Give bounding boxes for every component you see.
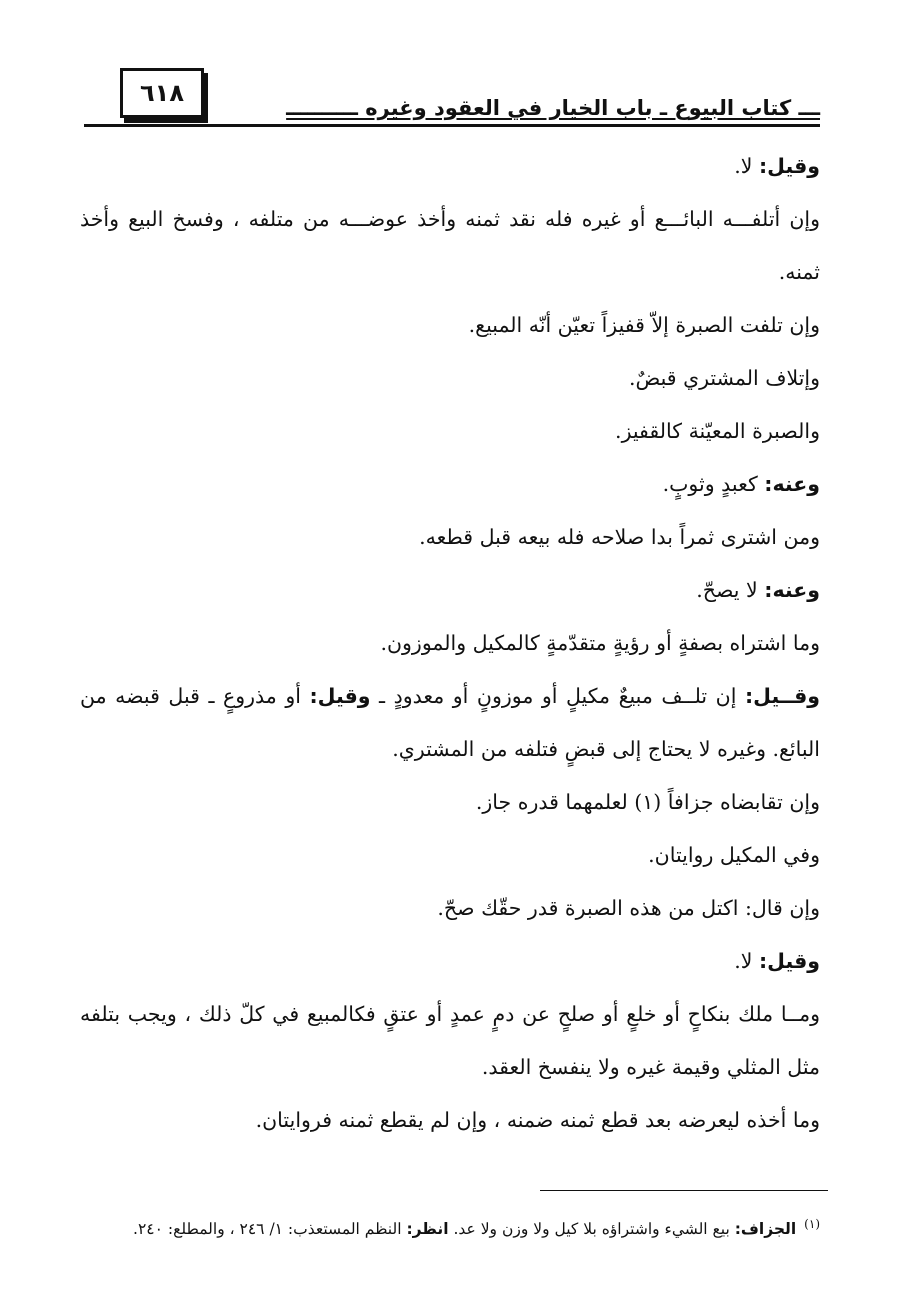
paragraph-text: لعلمهما قدره جاز. bbox=[475, 790, 635, 814]
paragraph-text: لا. bbox=[734, 154, 759, 178]
paragraph-6 bbox=[80, 458, 820, 511]
paragraph-text: أو مذروعٍ ـ قبل قبضه من البائع. وغيره لا يحتاج إلى قبضٍ فتلفه من المشتري. bbox=[80, 684, 820, 761]
paragraph-text: لا يصحّ. bbox=[696, 578, 765, 602]
footnote-rule bbox=[540, 1190, 828, 1191]
paragraph-2: وإن أتلفـــه البائـــع أو غيره فله نقد ثمنه وأخذ عوضـــه من متلفه ، وفسخ البيع وأخذ ثمنه. bbox=[80, 207, 820, 284]
paragraph-8 bbox=[80, 564, 820, 617]
paragraph-9: وما اشتراه بصفةٍ أو رؤيةٍ متقدّمةٍ كالمكيل والموزون. bbox=[380, 631, 820, 655]
paragraph-13: وإن قال: اكتل من هذه الصبرة قدر حقّك صحّ. bbox=[437, 896, 820, 920]
footnote bbox=[80, 1208, 820, 1245]
footnote-text: بيع الشيء واشتراؤه بلا كيل ولا وزن ولا عد. bbox=[448, 1220, 735, 1239]
paragraph-text: كعبدٍ وثوبٍ. bbox=[662, 472, 765, 496]
paragraph-1 bbox=[80, 140, 820, 193]
paragraph-4: وإتلاف المشتري قبضٌ. bbox=[628, 366, 820, 390]
paragraph-11 bbox=[80, 776, 820, 829]
paragraph-16: وما أخذه ليعرضه بعد قطع ثمنه ضمنه ، وإن لم يقطع ثمنه فروايتان. bbox=[255, 1108, 820, 1132]
paragraph-text: إن تلــف مبيعٌ مكيلٍ أو موزونٍ أو معدودٍ ـ bbox=[370, 684, 745, 708]
body-text bbox=[80, 140, 820, 1147]
keyword: وقيل: bbox=[758, 949, 820, 973]
paragraph-text: وإن تقابضاه جزافاً bbox=[661, 790, 820, 814]
paragraph-7: ومن اشترى ثمراً بدا صلاحه فله بيعه قبل قطعه. bbox=[419, 525, 820, 549]
paragraph-3: وإن تلفت الصبرة إلاّ قفيزاً تعيّن أنّه المبيع. bbox=[468, 313, 820, 337]
footnote-references: النظم المستعذب: ١/ ٢٤٦ ، والمطلع: ٢٤٠. bbox=[133, 1220, 407, 1239]
paragraph-5: والصبرة المعيّنة كالقفيز. bbox=[615, 419, 820, 443]
paragraph-text: لا. bbox=[734, 949, 759, 973]
keyword: وقيل: bbox=[309, 684, 371, 708]
keyword: وقيل: bbox=[758, 154, 820, 178]
page-number: ٦١٨ bbox=[120, 68, 204, 118]
footnote-reference[interactable]: (١) bbox=[634, 790, 662, 814]
paragraph-10 bbox=[80, 670, 820, 776]
header-rule bbox=[84, 124, 820, 127]
keyword: وعنه: bbox=[764, 578, 820, 602]
footnote-see-label: انظر: bbox=[406, 1220, 449, 1239]
keyword: وقــيل: bbox=[744, 684, 820, 708]
keyword: وعنه: bbox=[764, 472, 820, 496]
paragraph-12: وفي المكيل روايتان. bbox=[648, 843, 820, 867]
running-header: ـــ كتاب البيوع ـ باب الخيار في العقود وغيره ــــــــــ bbox=[286, 96, 820, 120]
footnote-term: الجزاف: bbox=[734, 1220, 797, 1239]
footnote-marker: (١) bbox=[804, 1217, 820, 1231]
paragraph-15: ومــا ملك بنكاحٍ أو خلعٍ أو صلحٍ عن دمٍ عمدٍ أو عتقٍ فكالمبيع في كلّ ذلك ، ويجب بتلفه مثل المثلي وقيمة غيره ولا ينفسخ العقد. bbox=[80, 1002, 820, 1079]
paragraph-14 bbox=[80, 935, 820, 988]
